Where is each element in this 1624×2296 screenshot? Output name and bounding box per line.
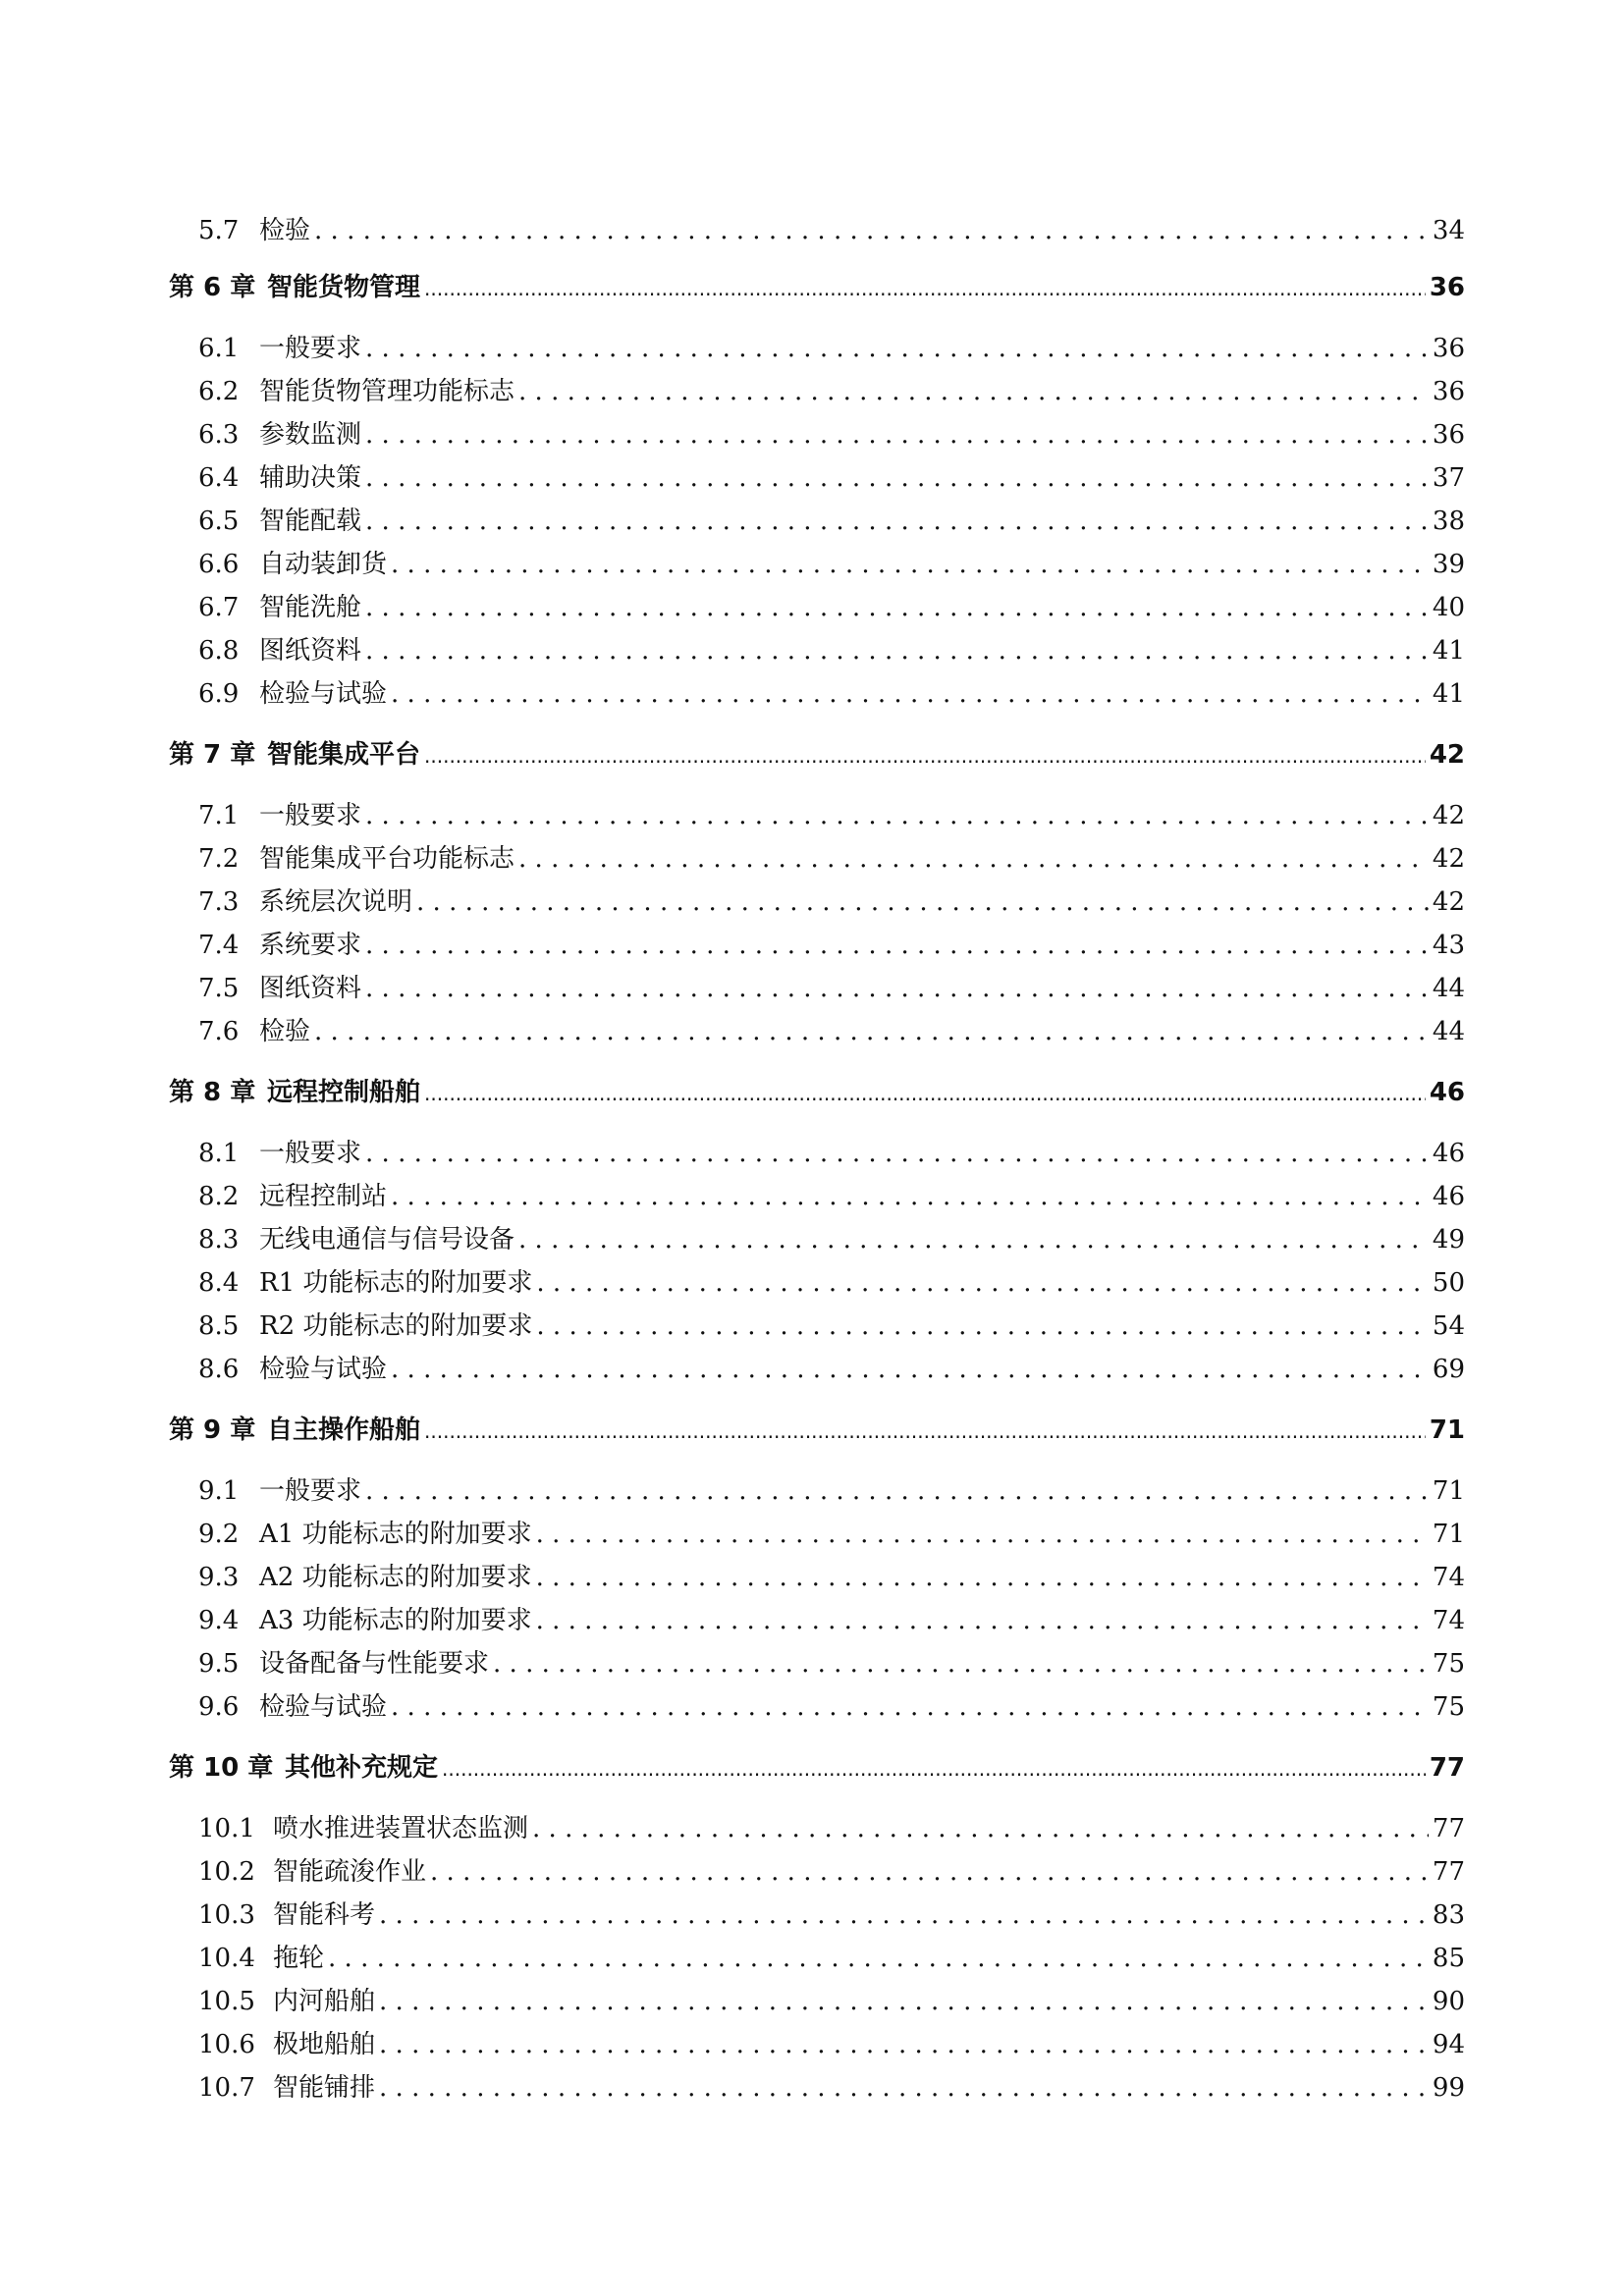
toc-section-entry[interactable] <box>169 501 1465 537</box>
toc-entry-title: 一般要求 <box>259 1139 362 1168</box>
toc-entry-number: 8.6 <box>198 1355 240 1384</box>
toc-dot-leader <box>493 1649 1429 1679</box>
toc-dot-leader <box>379 1900 1429 1930</box>
toc-entry-page-number: 71 <box>1432 1520 1465 1549</box>
toc-entry-title: 智能货物管理 <box>267 273 421 302</box>
toc-dot-leader <box>379 1987 1429 2016</box>
toc-entry-title: 智能洗舱 <box>259 593 362 622</box>
toc-section-entry[interactable] <box>169 1938 1465 1974</box>
toc-entry-number: 9.2 <box>198 1520 240 1549</box>
toc-entry-title: 辅助决策 <box>259 463 362 493</box>
toc-entry-number: 8.4 <box>198 1268 240 1298</box>
toc-entry-number: 6.2 <box>198 377 240 406</box>
toc-section-entry[interactable] <box>169 1643 1465 1680</box>
toc-section-entry[interactable] <box>169 1306 1465 1342</box>
toc-entry-number: 第 6 章 <box>169 273 256 302</box>
toc-entry-page-number: 42 <box>1432 844 1465 874</box>
toc-entry-title: 设备配备与性能要求 <box>259 1649 490 1679</box>
toc-dot-leader <box>365 1139 1429 1168</box>
toc-section-entry[interactable] <box>169 1808 1465 1844</box>
toc-entry-number: 5.7 <box>198 216 240 245</box>
toc-chapter-entry[interactable] <box>169 1072 1465 1108</box>
toc-entry-number: 7.5 <box>198 974 240 1003</box>
toc-entry-page-number: 41 <box>1432 679 1465 709</box>
toc-entry-number: 8.2 <box>198 1182 240 1211</box>
toc-section-entry[interactable] <box>169 630 1465 667</box>
toc-dot-leader <box>518 1225 1429 1255</box>
toc-dot-leader <box>391 679 1429 709</box>
toc-section-entry[interactable] <box>169 1851 1465 1888</box>
toc-section-entry[interactable] <box>169 881 1465 918</box>
toc-entry-title: 图纸资料 <box>259 974 362 1003</box>
toc-dot-leader <box>536 1563 1429 1592</box>
toc-entry-number: 第 10 章 <box>169 1753 274 1783</box>
toc-section-entry[interactable] <box>169 2067 1465 2104</box>
toc-section-entry[interactable] <box>169 544 1465 580</box>
toc-dot-leader <box>365 801 1429 830</box>
toc-entry-number: 9.1 <box>198 1476 240 1506</box>
toc-section-entry[interactable] <box>169 795 1465 831</box>
toc-entry-title: 检验与试验 <box>259 679 388 709</box>
toc-entry-title: 智能科考 <box>273 1900 376 1930</box>
toc-dot-leader <box>518 377 1429 406</box>
toc-entry-page-number: 36 <box>1432 420 1465 450</box>
toc-entry-page-number: 69 <box>1432 1355 1465 1384</box>
toc-dot-leader <box>424 1415 1426 1445</box>
toc-entry-page-number: 74 <box>1432 1563 1465 1592</box>
toc-entry-number: 10.7 <box>198 2073 255 2103</box>
toc-entry-page-number: 49 <box>1432 1225 1465 1255</box>
toc-chapter-entry[interactable] <box>169 1747 1465 1784</box>
toc-entry-page-number: 46 <box>1432 1139 1465 1168</box>
toc-section-entry[interactable] <box>169 587 1465 623</box>
toc-entry-title: 一般要求 <box>259 1476 362 1506</box>
toc-entry-title: R2 功能标志的附加要求 <box>259 1311 533 1341</box>
toc-entry-title: 一般要求 <box>259 801 362 830</box>
toc-entry-title: R1 功能标志的附加要求 <box>259 1268 533 1298</box>
toc-section-entry[interactable] <box>169 1262 1465 1299</box>
toc-entry-title: 其他补充规定 <box>285 1753 439 1783</box>
toc-dot-leader <box>532 1814 1429 1843</box>
toc-entry-page-number: 44 <box>1432 1017 1465 1046</box>
toc-dot-leader <box>518 844 1429 874</box>
toc-entry-number: 6.9 <box>198 679 240 709</box>
toc-section-entry[interactable] <box>169 838 1465 875</box>
toc-entry-title: A3 功能标志的附加要求 <box>259 1606 532 1635</box>
toc-entry-number: 9.6 <box>198 1692 240 1722</box>
toc-entry-number: 9.3 <box>198 1563 240 1592</box>
toc-section-entry[interactable] <box>169 328 1465 364</box>
toc-entry-number: 7.3 <box>198 887 240 917</box>
toc-entry-title: 参数监测 <box>259 420 362 450</box>
toc-entry-title: 系统层次说明 <box>259 887 413 917</box>
toc-section-entry[interactable] <box>169 414 1465 451</box>
toc-entry-page-number: 42 <box>1429 740 1465 770</box>
toc-dot-leader <box>365 931 1429 960</box>
toc-dot-leader <box>536 1268 1429 1298</box>
toc-section-entry[interactable] <box>169 1349 1465 1385</box>
toc-dot-leader <box>391 550 1429 579</box>
toc-chapter-entry[interactable] <box>169 1410 1465 1446</box>
toc-entry-page-number: 37 <box>1432 463 1465 493</box>
toc-chapter-entry[interactable] <box>169 734 1465 771</box>
toc-chapter-entry[interactable] <box>169 267 1465 303</box>
toc-entry-number: 7.4 <box>198 931 240 960</box>
toc-dot-leader <box>416 887 1429 917</box>
toc-dot-leader <box>365 1476 1429 1506</box>
toc-dot-leader <box>365 636 1429 666</box>
toc-entry-page-number: 77 <box>1432 1857 1465 1887</box>
toc-dot-leader <box>424 740 1426 770</box>
toc-entry-title: 远程控制站 <box>259 1182 388 1211</box>
toc-entry-title: 智能货物管理功能标志 <box>259 377 515 406</box>
toc-dot-leader <box>314 216 1429 245</box>
toc-entry-page-number: 77 <box>1432 1814 1465 1843</box>
toc-entry-page-number: 41 <box>1432 636 1465 666</box>
toc-dot-leader <box>365 507 1429 536</box>
toc-entry-number: 8.5 <box>198 1311 240 1341</box>
toc-dot-leader <box>379 2030 1429 2059</box>
toc-entry-number: 9.4 <box>198 1606 240 1635</box>
toc-entry-number: 6.1 <box>198 334 240 363</box>
toc-entry-page-number: 90 <box>1432 1987 1465 2016</box>
toc-entry-title: A1 功能标志的附加要求 <box>259 1520 532 1549</box>
toc-section-entry[interactable] <box>169 1514 1465 1550</box>
toc-entry-page-number: 36 <box>1432 377 1465 406</box>
toc-entry-page-number: 71 <box>1432 1476 1465 1506</box>
toc-section-entry[interactable] <box>169 2024 1465 2060</box>
toc-section-entry[interactable] <box>169 673 1465 710</box>
toc-entry-number: 6.4 <box>198 463 240 493</box>
toc-entry-number: 10.3 <box>198 1900 255 1930</box>
toc-section-entry[interactable] <box>169 210 1465 246</box>
toc-entry-number: 第 9 章 <box>169 1415 256 1445</box>
toc-entry-title: 智能铺排 <box>273 2073 376 2103</box>
toc-dot-leader <box>430 1857 1429 1887</box>
toc-entry-page-number: 42 <box>1432 887 1465 917</box>
toc-entry-page-number: 83 <box>1432 1900 1465 1930</box>
toc-entry-page-number: 42 <box>1432 801 1465 830</box>
toc-entry-title: 图纸资料 <box>259 636 362 666</box>
toc-entry-title: 系统要求 <box>259 931 362 960</box>
toc-dot-leader <box>391 1692 1429 1722</box>
toc-entry-page-number: 38 <box>1432 507 1465 536</box>
toc-entry-title: 拖轮 <box>273 1944 325 1973</box>
toc-entry-number: 7.1 <box>198 801 240 830</box>
toc-dot-leader <box>536 1311 1429 1341</box>
toc-entry-page-number: 75 <box>1432 1649 1465 1679</box>
toc-entry-title: 智能集成平台 <box>267 740 421 770</box>
toc-entry-number: 7.6 <box>198 1017 240 1046</box>
toc-entry-number: 7.2 <box>198 844 240 874</box>
toc-section-entry[interactable] <box>169 371 1465 407</box>
toc-section-entry[interactable] <box>169 457 1465 494</box>
toc-section-entry[interactable] <box>169 1600 1465 1636</box>
toc-entry-title: A2 功能标志的附加要求 <box>259 1563 532 1592</box>
toc-dot-leader <box>424 1078 1426 1107</box>
toc-dot-leader <box>379 2073 1429 2103</box>
toc-entry-number: 8.1 <box>198 1139 240 1168</box>
toc-section-entry[interactable] <box>169 1557 1465 1593</box>
toc-section-entry[interactable] <box>169 1686 1465 1723</box>
toc-entry-title: 远程控制船舶 <box>267 1078 421 1107</box>
toc-entry-number: 8.3 <box>198 1225 240 1255</box>
toc-dot-leader <box>365 420 1429 450</box>
toc-entry-title: 一般要求 <box>259 334 362 363</box>
toc-section-entry[interactable] <box>169 968 1465 1004</box>
toc-section-entry[interactable] <box>169 1011 1465 1047</box>
toc-entry-page-number: 54 <box>1432 1311 1465 1341</box>
toc-entry-title: 检验 <box>259 216 311 245</box>
toc-entry-page-number: 39 <box>1432 550 1465 579</box>
toc-entry-page-number: 43 <box>1432 931 1465 960</box>
toc-entry-page-number: 74 <box>1432 1606 1465 1635</box>
toc-dot-leader <box>424 273 1426 302</box>
toc-entry-number: 6.7 <box>198 593 240 622</box>
toc-entry-title: 检验与试验 <box>259 1692 388 1722</box>
toc-section-entry[interactable] <box>169 1895 1465 1931</box>
toc-entry-number: 6.3 <box>198 420 240 450</box>
toc-dot-leader <box>442 1753 1426 1783</box>
toc-entry-number: 6.5 <box>198 507 240 536</box>
toc-entry-title: 智能集成平台功能标志 <box>259 844 515 874</box>
toc-dot-leader <box>365 974 1429 1003</box>
toc-entry-title: 极地船舶 <box>273 2030 376 2059</box>
toc-section-entry[interactable] <box>169 1133 1465 1169</box>
toc-entry-title: 智能配载 <box>259 507 362 536</box>
toc-entry-number: 10.1 <box>198 1814 255 1843</box>
toc-dot-leader <box>365 463 1429 493</box>
toc-entry-number: 第 7 章 <box>169 740 256 770</box>
toc-entry-page-number: 36 <box>1432 334 1465 363</box>
toc-entry-title: 自动装卸货 <box>259 550 388 579</box>
toc-entry-page-number: 94 <box>1432 2030 1465 2059</box>
toc-dot-leader <box>391 1182 1429 1211</box>
toc-entry-title: 喷水推进装置状态监测 <box>273 1814 529 1843</box>
toc-dot-leader <box>314 1017 1429 1046</box>
toc-section-entry[interactable] <box>169 925 1465 961</box>
toc-dot-leader <box>328 1944 1429 1973</box>
toc-entry-page-number: 46 <box>1429 1078 1465 1107</box>
toc-entry-number: 6.6 <box>198 550 240 579</box>
toc-entry-page-number: 75 <box>1432 1692 1465 1722</box>
toc-entry-number: 第 8 章 <box>169 1078 256 1107</box>
toc-entry-title: 无线电通信与信号设备 <box>259 1225 515 1255</box>
toc-entry-title: 智能疏浚作业 <box>273 1857 427 1887</box>
toc-section-entry[interactable] <box>169 1176 1465 1212</box>
toc-entry-number: 9.5 <box>198 1649 240 1679</box>
toc-entry-number: 6.8 <box>198 636 240 666</box>
toc-entry-page-number: 71 <box>1429 1415 1465 1445</box>
toc-entry-title: 检验与试验 <box>259 1355 388 1384</box>
toc-entry-number: 10.4 <box>198 1944 255 1973</box>
toc-dot-leader <box>536 1520 1429 1549</box>
toc-entry-page-number: 40 <box>1432 593 1465 622</box>
toc-section-entry[interactable] <box>169 1219 1465 1255</box>
toc-entry-page-number: 46 <box>1432 1182 1465 1211</box>
toc-entry-number: 10.5 <box>198 1987 255 2016</box>
toc-entry-page-number: 50 <box>1432 1268 1465 1298</box>
toc-entry-page-number: 34 <box>1432 216 1465 245</box>
toc-entry-title: 内河船舶 <box>273 1987 376 2016</box>
toc-entry-number: 10.2 <box>198 1857 255 1887</box>
toc-section-entry[interactable] <box>169 1470 1465 1507</box>
toc-entry-page-number: 44 <box>1432 974 1465 1003</box>
toc-dot-leader <box>365 593 1429 622</box>
toc-section-entry[interactable] <box>169 1981 1465 2017</box>
toc-entry-title: 自主操作船舶 <box>267 1415 421 1445</box>
toc-entry-number: 10.6 <box>198 2030 255 2059</box>
toc-entry-page-number: 36 <box>1429 273 1465 302</box>
toc-entry-page-number: 77 <box>1429 1753 1465 1783</box>
toc-dot-leader <box>391 1355 1429 1384</box>
toc-dot-leader <box>365 334 1429 363</box>
toc-dot-leader <box>536 1606 1429 1635</box>
toc-entry-page-number: 99 <box>1432 2073 1465 2103</box>
toc-entry-page-number: 85 <box>1432 1944 1465 1973</box>
toc-entry-title: 检验 <box>259 1017 311 1046</box>
